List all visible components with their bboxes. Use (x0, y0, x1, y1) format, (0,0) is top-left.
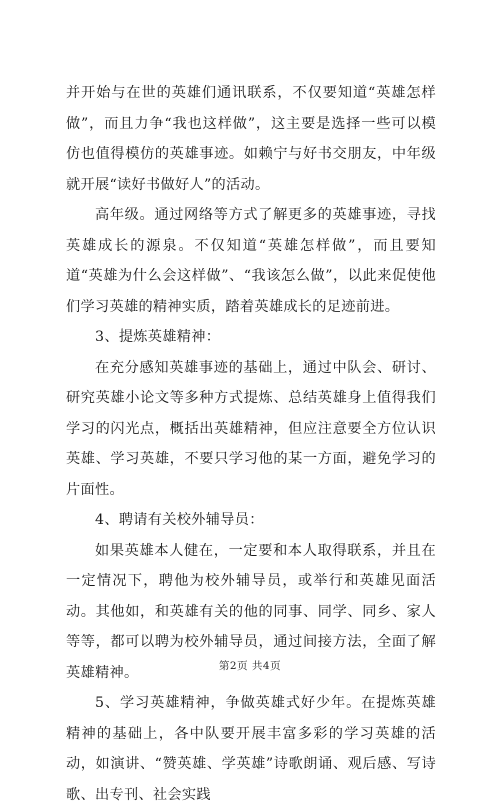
heading-refine-spirit: 3、提炼英雄精神： (95, 329, 221, 345)
heading-hire-counselor: 4、聘请有关校外辅导员： (95, 512, 264, 528)
document-body (66, 78, 436, 810)
page-number-footer: 第2页 共4页 (218, 660, 282, 672)
paragraph-senior-grade: 高年级。通过网络等方式了解更多的英雄事迹，寻找英雄成长的源泉。不仅知道“英雄怎样做”，而且要知道“英雄为什么会这样做”、“我该怎么做”，以此来促使他们学习英雄的精神实质，踏着英雄成长的足迹前进。 (66, 207, 436, 315)
paragraph-hire-counselor: 如果英雄本人健在，一定要和本人取得联系，并且在一定情况下，聘他为校外辅导员，或举行和英雄见面活动。其他如，和英雄有关的他的同事、同学、同乡、家人等等，都可以聘为校外辅导员，通过间接方法，全面了解英雄精神。 (66, 542, 436, 681)
paragraph-refine-spirit: 在充分感知英雄事迹的基础上，通过中队会、研讨、研究英雄小论文等多种方式提炼、总结英雄身上值得我们学习的闪光点，概括出英雄精神，但应注意要全方位认识英雄、学习英雄，不要只学习他的某一方面，避免学习的片面性。 (66, 359, 436, 498)
paragraph-learn-spirit: 5、学习英雄精神，争做英雄式好少年。在提炼英雄精神的基础上，各中队要开展丰富多彩的学习英雄的活动，如演讲、“赞英雄、学英雄”诗歌朗诵、观后感、写诗歌、出专刊、社会实践 (66, 695, 436, 803)
paragraph-continuation: 并开始与在世的英雄们通讯联系，不仅要知道“英雄怎样做”，而且力争“我也这样做”，这主要是选择一些可以模仿也值得模仿的英雄事迹。如赖宁与好书交朋友，中年级就开展“读好书做好人”的活动。 (66, 85, 436, 193)
